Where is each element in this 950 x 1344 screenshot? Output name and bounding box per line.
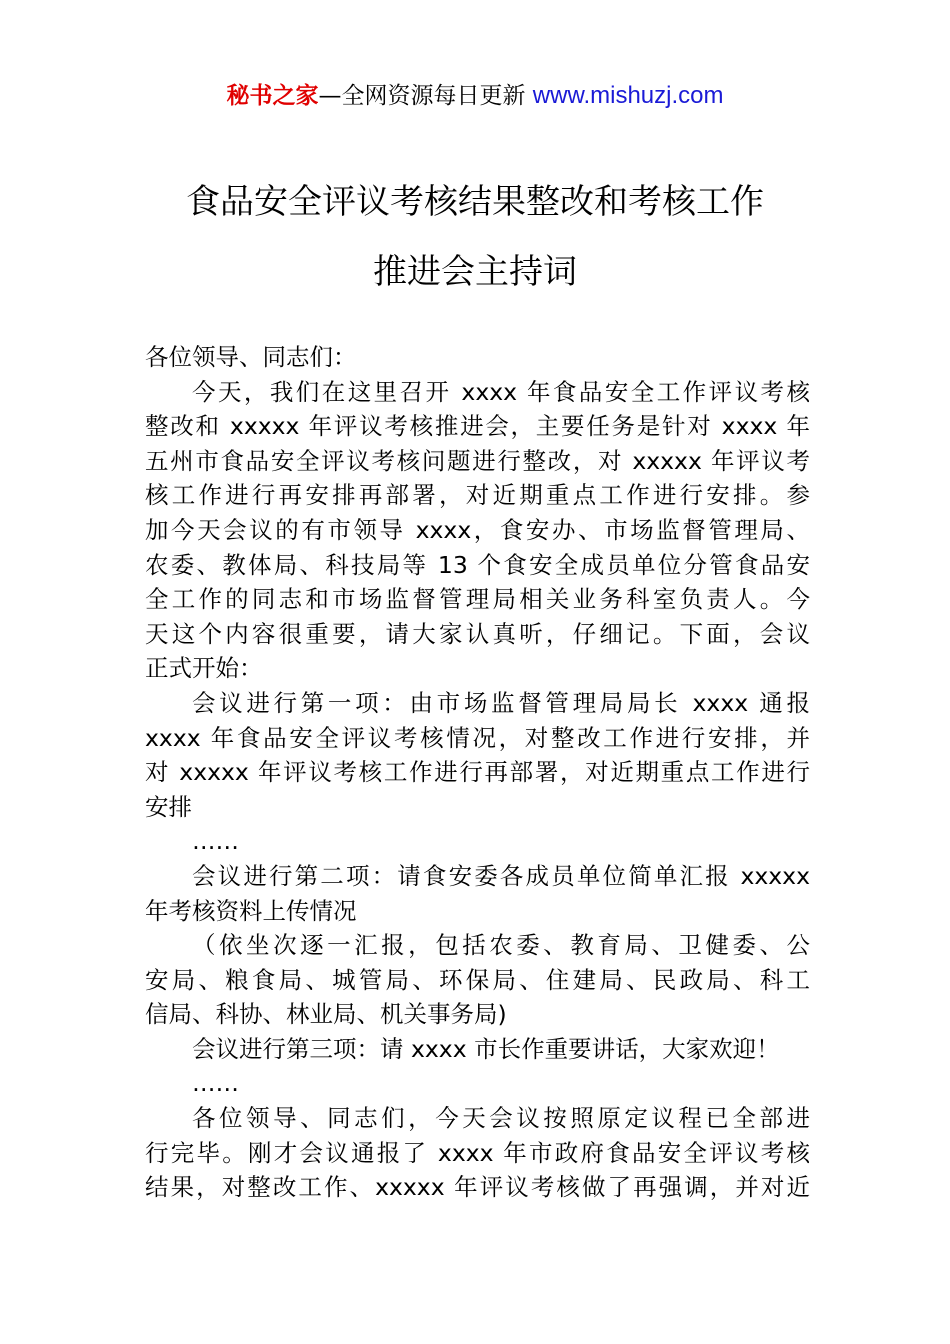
paragraph-line: 各位领导、同志们，今天会议按照原定议程已全部进	[192, 1104, 810, 1133]
paragraph-line: xxxx 年食品安全评议考核情况，对整改工作进行安排，并	[145, 723, 810, 752]
salutation: 各位领导、同志们：	[145, 343, 357, 371]
site-header	[0, 80, 950, 112]
paragraph-line: 信局、科协、林业局、机关事务局)	[145, 1000, 507, 1029]
ellipsis-line: ……	[192, 827, 239, 856]
ellipsis-line: ……	[192, 1069, 239, 1098]
brand-name: 秘书之家	[226, 83, 319, 109]
paragraph-line: 安局、粮食局、城管局、环保局、住建局、民政局、科工	[145, 965, 810, 994]
paragraph-line: 核工作进行再安排再部署，对近期重点工作进行安排。参	[145, 481, 810, 510]
paragraph-line: （依坐次逐一汇报，包括农委、教育局、卫健委、公	[192, 931, 810, 960]
paragraph-line: 今天，我们在这里召开 xxxx 年食品安全工作评议考核	[192, 377, 810, 406]
document-title-line-2: 推进会主持词	[373, 252, 577, 292]
paragraph-line: 结果，对整改工作、xxxxx 年评议考核做了再强调，并对近	[145, 1173, 810, 1202]
paragraph-line: 天这个内容很重要，请大家认真听，仔细记。下面，会议	[145, 619, 810, 648]
paragraph-line: 整改和 xxxxx 年评议考核推进会，主要任务是针对 xxxx 年	[145, 412, 810, 441]
paragraph-line: 正式开始：	[145, 654, 263, 683]
paragraph-line: 年考核资料上传情况	[145, 896, 357, 925]
site-url[interactable]: www.mishuzj.com	[532, 82, 724, 109]
paragraph-line: 行完毕。刚才会议通报了 xxxx 年市政府食品安全评议考核	[145, 1138, 810, 1167]
paragraph-line: 五州市食品安全评议考核问题进行整改，对 xxxxx 年评议考	[145, 446, 810, 475]
paragraph-line: 农委、教体局、科技局等 13 个食安全成员单位分管食品安	[145, 550, 810, 579]
paragraph-line: 会议进行第一项：由市场监督管理局局长 xxxx 通报	[192, 688, 810, 717]
paragraph-line: 对 xxxxx 年评议考核工作进行再部署，对近期重点工作进行	[145, 758, 810, 787]
paragraph-line: 安排	[145, 792, 192, 821]
paragraph-line: 加今天会议的有市领导 xxxx，食安办、市场监督管理局、	[145, 515, 810, 544]
paragraph-line: 会议进行第二项：请食安委各成员单位简单汇报 xxxxx	[192, 861, 810, 890]
header-tagline: —全网资源每日更新	[318, 83, 526, 109]
document-title-line-1: 食品安全评议考核结果整改和考核工作	[186, 182, 764, 222]
document-body	[145, 340, 810, 1205]
paragraph-line: 会议进行第三项：请 xxxx 市长作重要讲话，大家欢迎！	[192, 1034, 780, 1063]
paragraph-line: 全工作的同志和市场监督管理局相关业务科室负责人。今	[145, 585, 810, 614]
